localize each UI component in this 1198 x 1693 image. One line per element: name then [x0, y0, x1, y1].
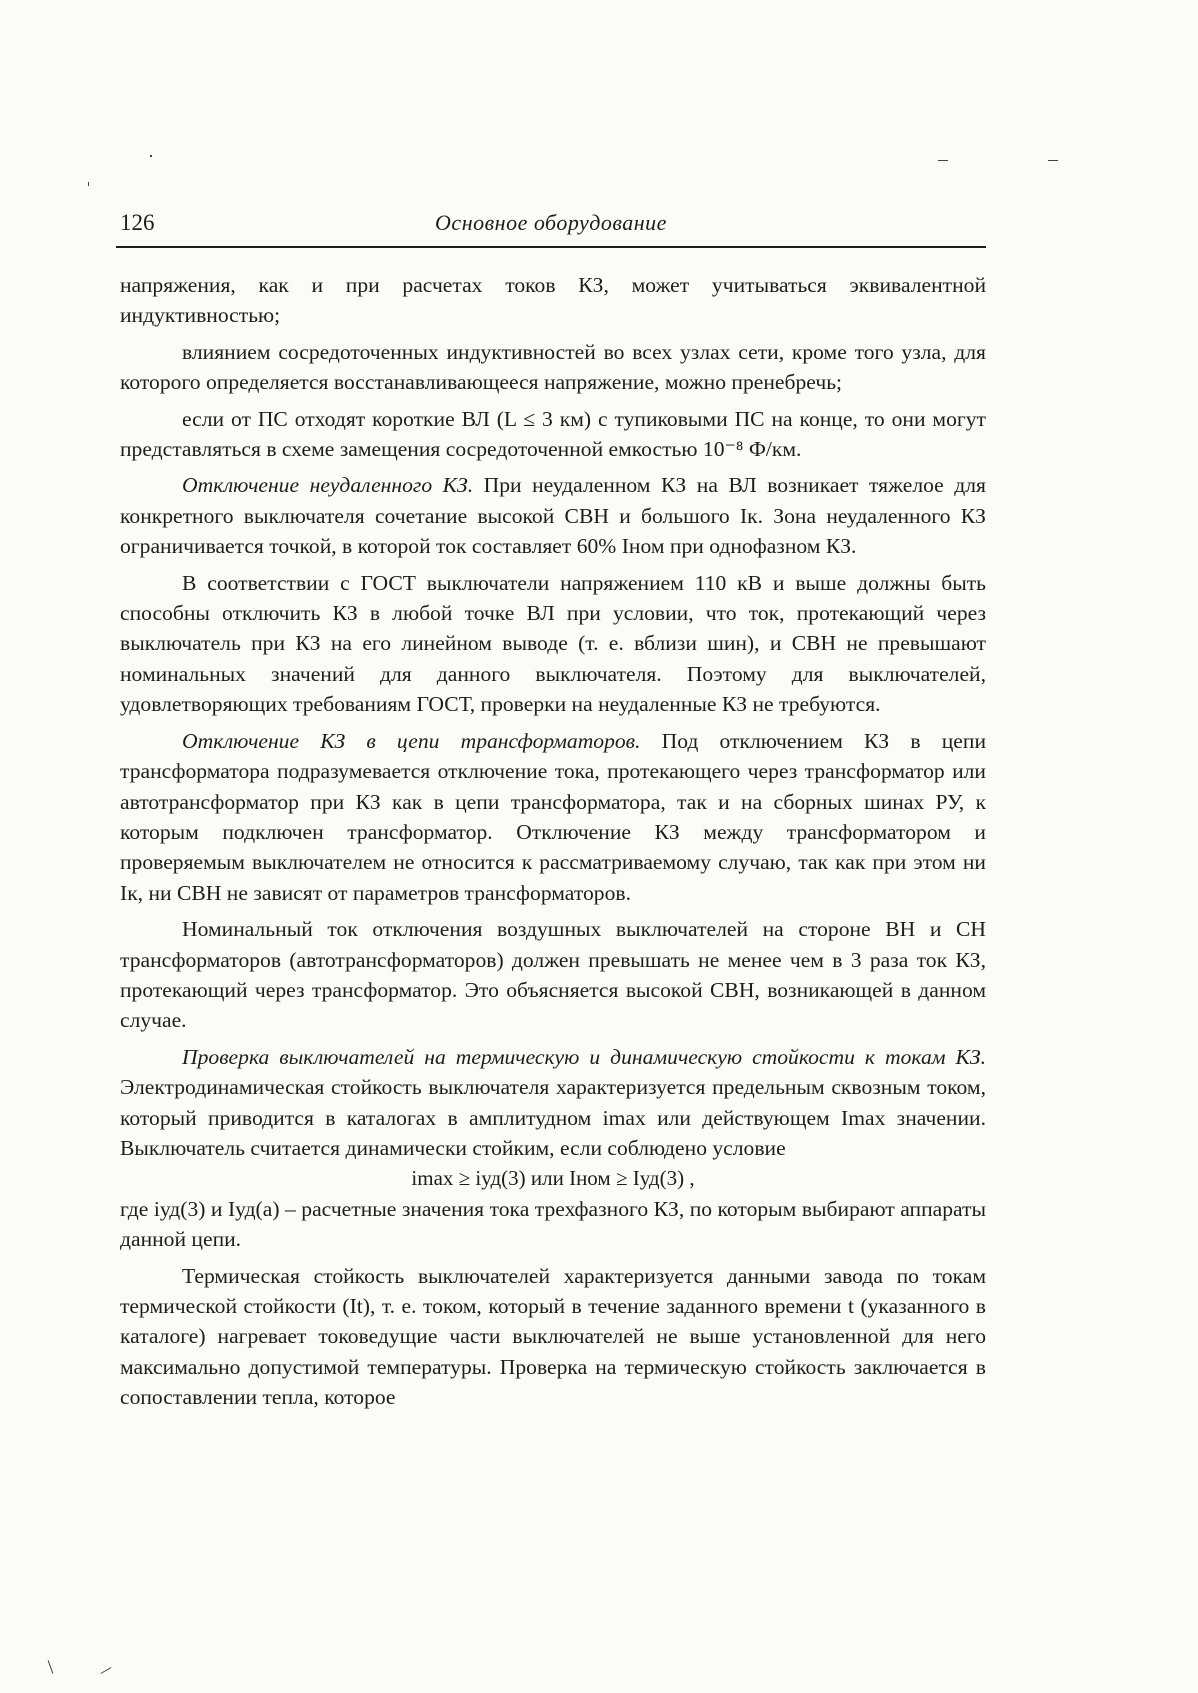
paragraph: Номинальный ток отключения воздушных выключателей на стороне ВН и СН трансформаторов (автотрансформаторов) должен превышать не менее чем в 3 раза ток КЗ, протекающий через трансформатор. Это объясняется высокой СВН, возникающей в данном случае. — [120, 917, 986, 1033]
scan-speck — [88, 182, 89, 186]
page-number: 126 — [120, 210, 155, 235]
paragraph: влиянием сосредоточенных индуктивностей во всех узлах сети, кроме того узла, для которого определяется восстанавливающееся напряжение, можно пренебречь; — [120, 339, 986, 395]
scan-speck — [101, 1667, 112, 1674]
running-title: Основное оборудование — [435, 210, 667, 235]
formula: imax ≥ iуд(3) или Iном ≥ Iуд(3) , — [411, 1166, 695, 1191]
paragraph-lead: Отключение КЗ в цепи трансформаторов. — [182, 728, 641, 753]
paragraph-text: Под отключением КЗ в цепи трансформатора подразумевается отключение тока, протекающего через трансформатор или автотрансформатор при КЗ как в цепи трансформатора, так и на сборных шинах РУ, к которым подключен трансформатор. Отключение КЗ между трансформатором и проверяемым выключателем не относится к рассматриваемому случаю, так как при этом ни Iк, ни СВН не зависят от параметров трансформаторов. — [120, 728, 986, 905]
paragraph: В соответствии с ГОСТ выключатели напряжением 110 кВ и выше должны быть способны отключить КЗ в любой точке ВЛ при условии, что ток, протекающий через выключатель при КЗ на его линейном выводе (т. е. вблизи шин), и СВН не превышают номинальных значений для данного выключателя. Поэтому для выключателей, удовлетворяющих требованиям ГОСТ, проверки на неудаленные КЗ не требуются. — [120, 570, 986, 717]
paragraph: если от ПС отходят короткие ВЛ (L ≤ 3 км) с тупиковыми ПС на конце, то они могут представляться в схеме замещения сосредоточенной емкостью 10⁻⁸ Ф/км. — [120, 406, 986, 462]
paragraph: где iуд(3) и Iуд(а) – расчетные значения тока трехфазного КЗ, по которым выбирают аппараты данной цепи. — [120, 1196, 986, 1252]
page-header — [116, 210, 986, 248]
paragraph-text: Электродинамическая стойкость выключателя характеризуется предельным сквозным током, который приводится в каталогах в амплитудном imax или действующем Imax значении. Выключатель считается динамически стойким, если соблюдено условие — [120, 1075, 986, 1160]
scan-speck — [150, 155, 152, 157]
paragraph — [120, 470, 986, 561]
scan-speck — [1048, 160, 1058, 161]
scan-speck — [938, 160, 948, 161]
paragraph-lead: Проверка выключателей на термическую и динамическую стойкости к токам КЗ. — [182, 1044, 986, 1069]
paragraph — [120, 1042, 986, 1164]
paragraph: напряжения, как и при расчетах токов КЗ, может учитываться эквивалентной индуктивностью; — [120, 273, 986, 328]
body-text — [120, 270, 986, 1413]
paragraph-text: При неудаленном КЗ на ВЛ возникает тяжелое для конкретного выключателя сочетание высокой СВН и большого Iк. Зона неудаленного КЗ ограничивается точкой, в которой ток составляет 60% Iном при однофазном КЗ. — [120, 473, 986, 559]
scan-speck — [48, 1660, 54, 1673]
paragraph: Термическая стойкость выключателей характеризуется данными завода по токам термической стойкости (It), т. е. током, который в течение заданного времени t (указанного в каталоге) нагревает токоведущие части выключателей не выше установленной для него максимально допустимой температуры. Проверка на термическую стойкость заключается в сопоставлении тепла, которое — [120, 1263, 986, 1410]
paragraph-lead: Отключение неудаленного КЗ. — [182, 473, 474, 498]
paragraph — [120, 726, 986, 908]
